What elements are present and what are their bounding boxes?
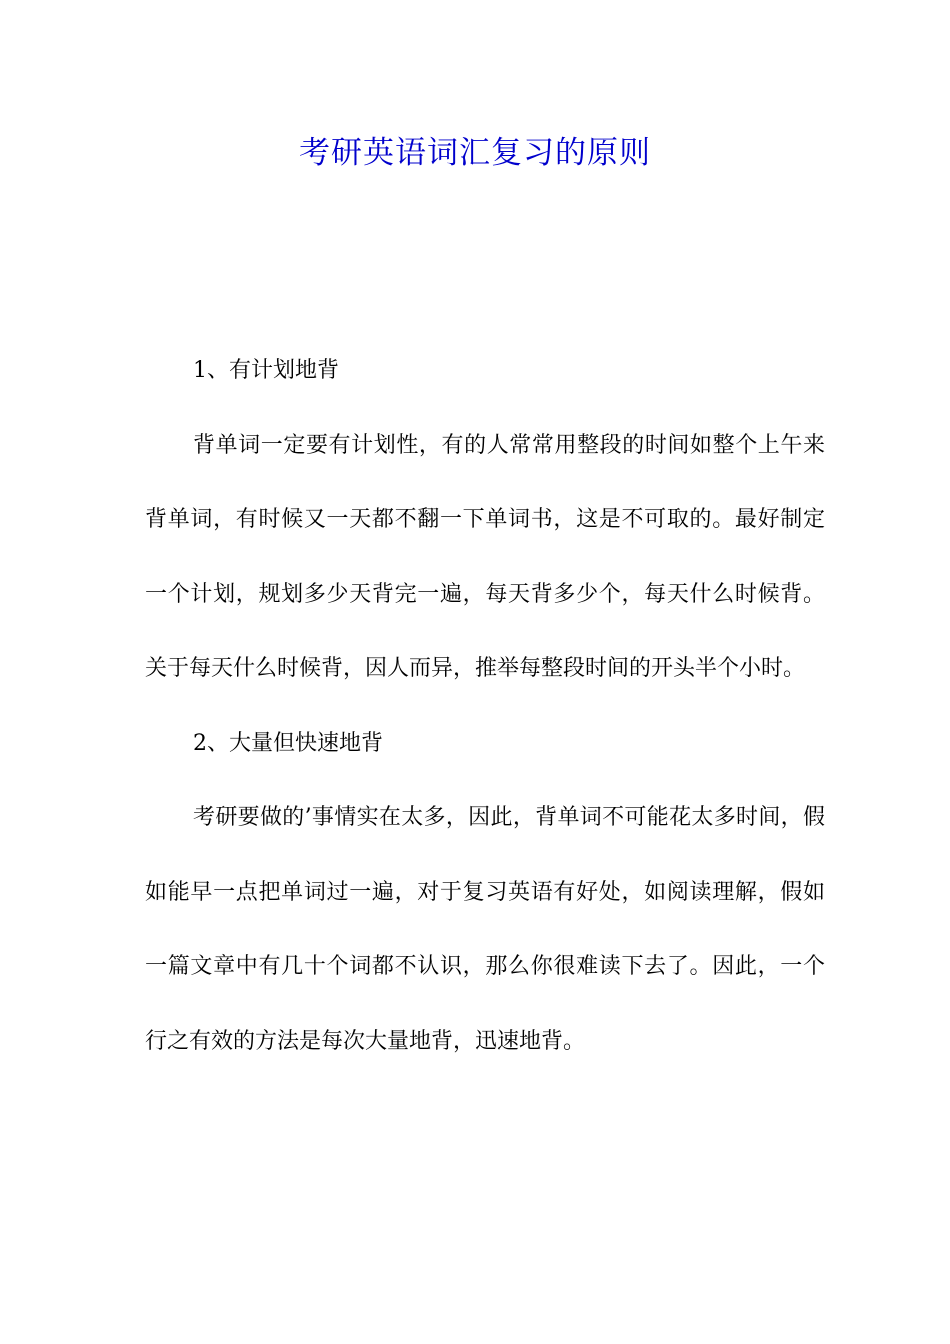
section-heading-2: 2、大量但快速地背 [193, 730, 383, 756]
paragraph-2: 考研要做的’事情实在太多，因此，背单词不可能花太多时间，假如能早一点把单词过一遍，对于复习英语有好处，如阅读理解，假如一篇文章中有几十个词都不认识，那么你很难读下去了。因此，一个行之有效的方法是每次大量地背，迅速地背。 [145, 805, 825, 1054]
document-title: 考研英语词汇复习的原则 [299, 135, 651, 171]
section-heading-1: 1、有计划地背 [193, 358, 339, 383]
paragraph-1: 背单词一定要有计划性，有的人常常用整段的时间如整个上午来背单词，有时候又一天都不翻一下单词书，这是不可取的。最好制定一个计划，规划多少天背完一遍，每天背多少个，每天什么时候背。关于每天什么时候背，因人而异，推举每整段时间的开头半个小时。 [145, 432, 825, 681]
document-body [145, 334, 825, 1079]
